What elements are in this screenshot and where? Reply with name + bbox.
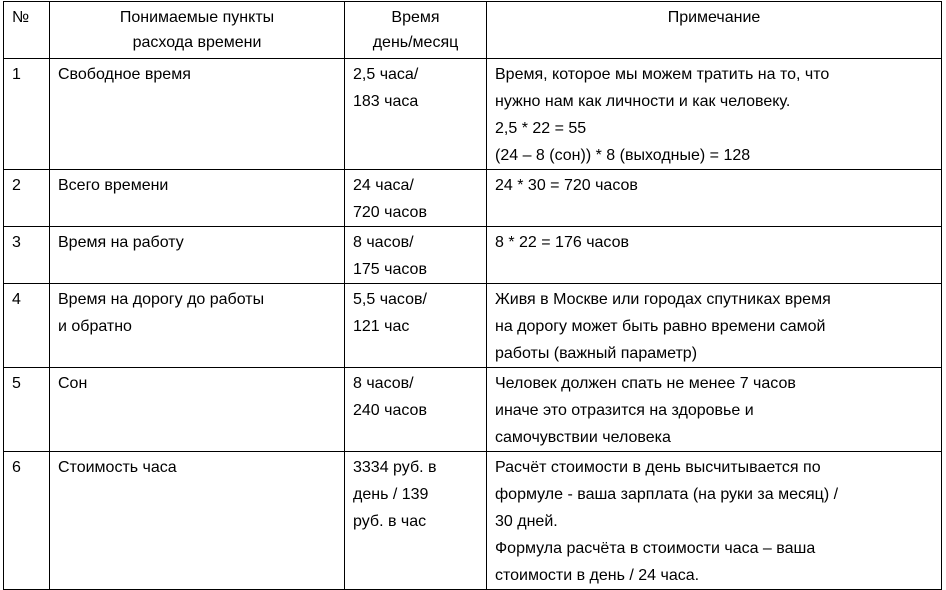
row-time-line: 175 часов xyxy=(353,261,427,278)
table-row xyxy=(4,368,942,452)
row-time-line: 183 часа xyxy=(353,93,419,110)
row-time-line: руб. в час xyxy=(353,513,427,530)
row-time-line: 720 часов xyxy=(353,204,427,221)
row-item-line: Время на работу xyxy=(58,234,184,251)
header-note: Примечание xyxy=(487,2,942,59)
row-number: 4 xyxy=(4,284,50,368)
header-item-line: расхода времени xyxy=(132,34,262,51)
row-note xyxy=(487,170,942,227)
row-time-line: 8 часов/ xyxy=(353,234,414,251)
row-time-line: 3334 руб. в xyxy=(353,459,437,476)
header-item-line: Понимаемые пункты xyxy=(119,9,275,26)
row-item xyxy=(50,284,345,368)
row-note-line: 2,5 * 22 = 55 xyxy=(495,120,587,137)
row-note-line: на дорогу может быть равно времени самой xyxy=(495,318,826,335)
header-row xyxy=(4,2,942,59)
row-item-line: Время на дорогу до работы xyxy=(58,291,265,308)
row-note-line: Расчёт стоимости в день высчитывается по xyxy=(495,459,821,476)
row-time-line: 121 час xyxy=(353,318,410,335)
row-note-line: Живя в Москве или городах спутниках время xyxy=(495,291,831,308)
row-item-line: Всего времени xyxy=(58,177,169,194)
row-note xyxy=(487,59,942,170)
row-time-line: 5,5 часов/ xyxy=(353,291,427,308)
row-item xyxy=(50,59,345,170)
table-row xyxy=(4,452,942,590)
row-time-line: 24 часа/ xyxy=(353,177,414,194)
row-item xyxy=(50,368,345,452)
row-note xyxy=(487,368,942,452)
row-note-line: (24 – 8 (сон)) * 8 (выходные) = 128 xyxy=(495,147,751,164)
row-number: 6 xyxy=(4,452,50,590)
row-time xyxy=(345,368,487,452)
header-number: № xyxy=(4,2,50,59)
row-time xyxy=(345,170,487,227)
row-number: 1 xyxy=(4,59,50,170)
row-note-line: работы (важный параметр) xyxy=(495,345,698,362)
row-time xyxy=(345,284,487,368)
row-note-line: иначе это отразится на здоровье и xyxy=(495,402,754,419)
table-row xyxy=(4,284,942,368)
row-note-line: Формула расчёта в стоимости часа – ваша xyxy=(495,540,816,557)
table-row xyxy=(4,59,942,170)
row-item xyxy=(50,170,345,227)
row-item-line: Сон xyxy=(58,375,88,392)
row-time-line: 8 часов/ xyxy=(353,375,414,392)
row-note xyxy=(487,452,942,590)
row-number: 2 xyxy=(4,170,50,227)
table-row xyxy=(4,170,942,227)
time-expense-table xyxy=(3,1,942,590)
row-note-line: 24 * 30 = 720 часов xyxy=(495,177,638,194)
row-note xyxy=(487,227,942,284)
row-number: 3 xyxy=(4,227,50,284)
row-item xyxy=(50,227,345,284)
row-note-line: Время, которое мы можем тратить на то, что xyxy=(495,66,830,83)
row-time-line: день / 139 xyxy=(353,486,429,503)
row-time xyxy=(345,59,487,170)
row-note-line: Человек должен спать не менее 7 часов xyxy=(495,375,796,392)
row-time xyxy=(345,227,487,284)
row-item-line: Стоимость часа xyxy=(58,459,177,476)
row-note-line: формуле - ваша зарплата (на руки за месяц) / xyxy=(495,486,839,503)
row-item-line: и обратно xyxy=(58,318,132,335)
row-note-line: 30 дней. xyxy=(495,513,558,530)
header-time-line: день/месяц xyxy=(372,34,459,51)
header-time xyxy=(345,2,487,59)
row-note-line: самочувствии человека xyxy=(495,429,671,446)
row-time-line: 2,5 часа/ xyxy=(353,66,419,83)
row-time xyxy=(345,452,487,590)
row-note-line: 8 * 22 = 176 часов xyxy=(495,234,629,251)
row-number: 5 xyxy=(4,368,50,452)
row-item-line: Свободное время xyxy=(58,66,191,83)
row-time-line: 240 часов xyxy=(353,402,427,419)
row-note-line: нужно нам как личности и как человеку. xyxy=(495,93,791,110)
row-note xyxy=(487,284,942,368)
row-item xyxy=(50,452,345,590)
header-time-line: Время xyxy=(391,9,440,26)
row-note-line: стоимости в день / 24 часа. xyxy=(495,567,700,584)
table-row xyxy=(4,227,942,284)
header-item xyxy=(50,2,345,59)
